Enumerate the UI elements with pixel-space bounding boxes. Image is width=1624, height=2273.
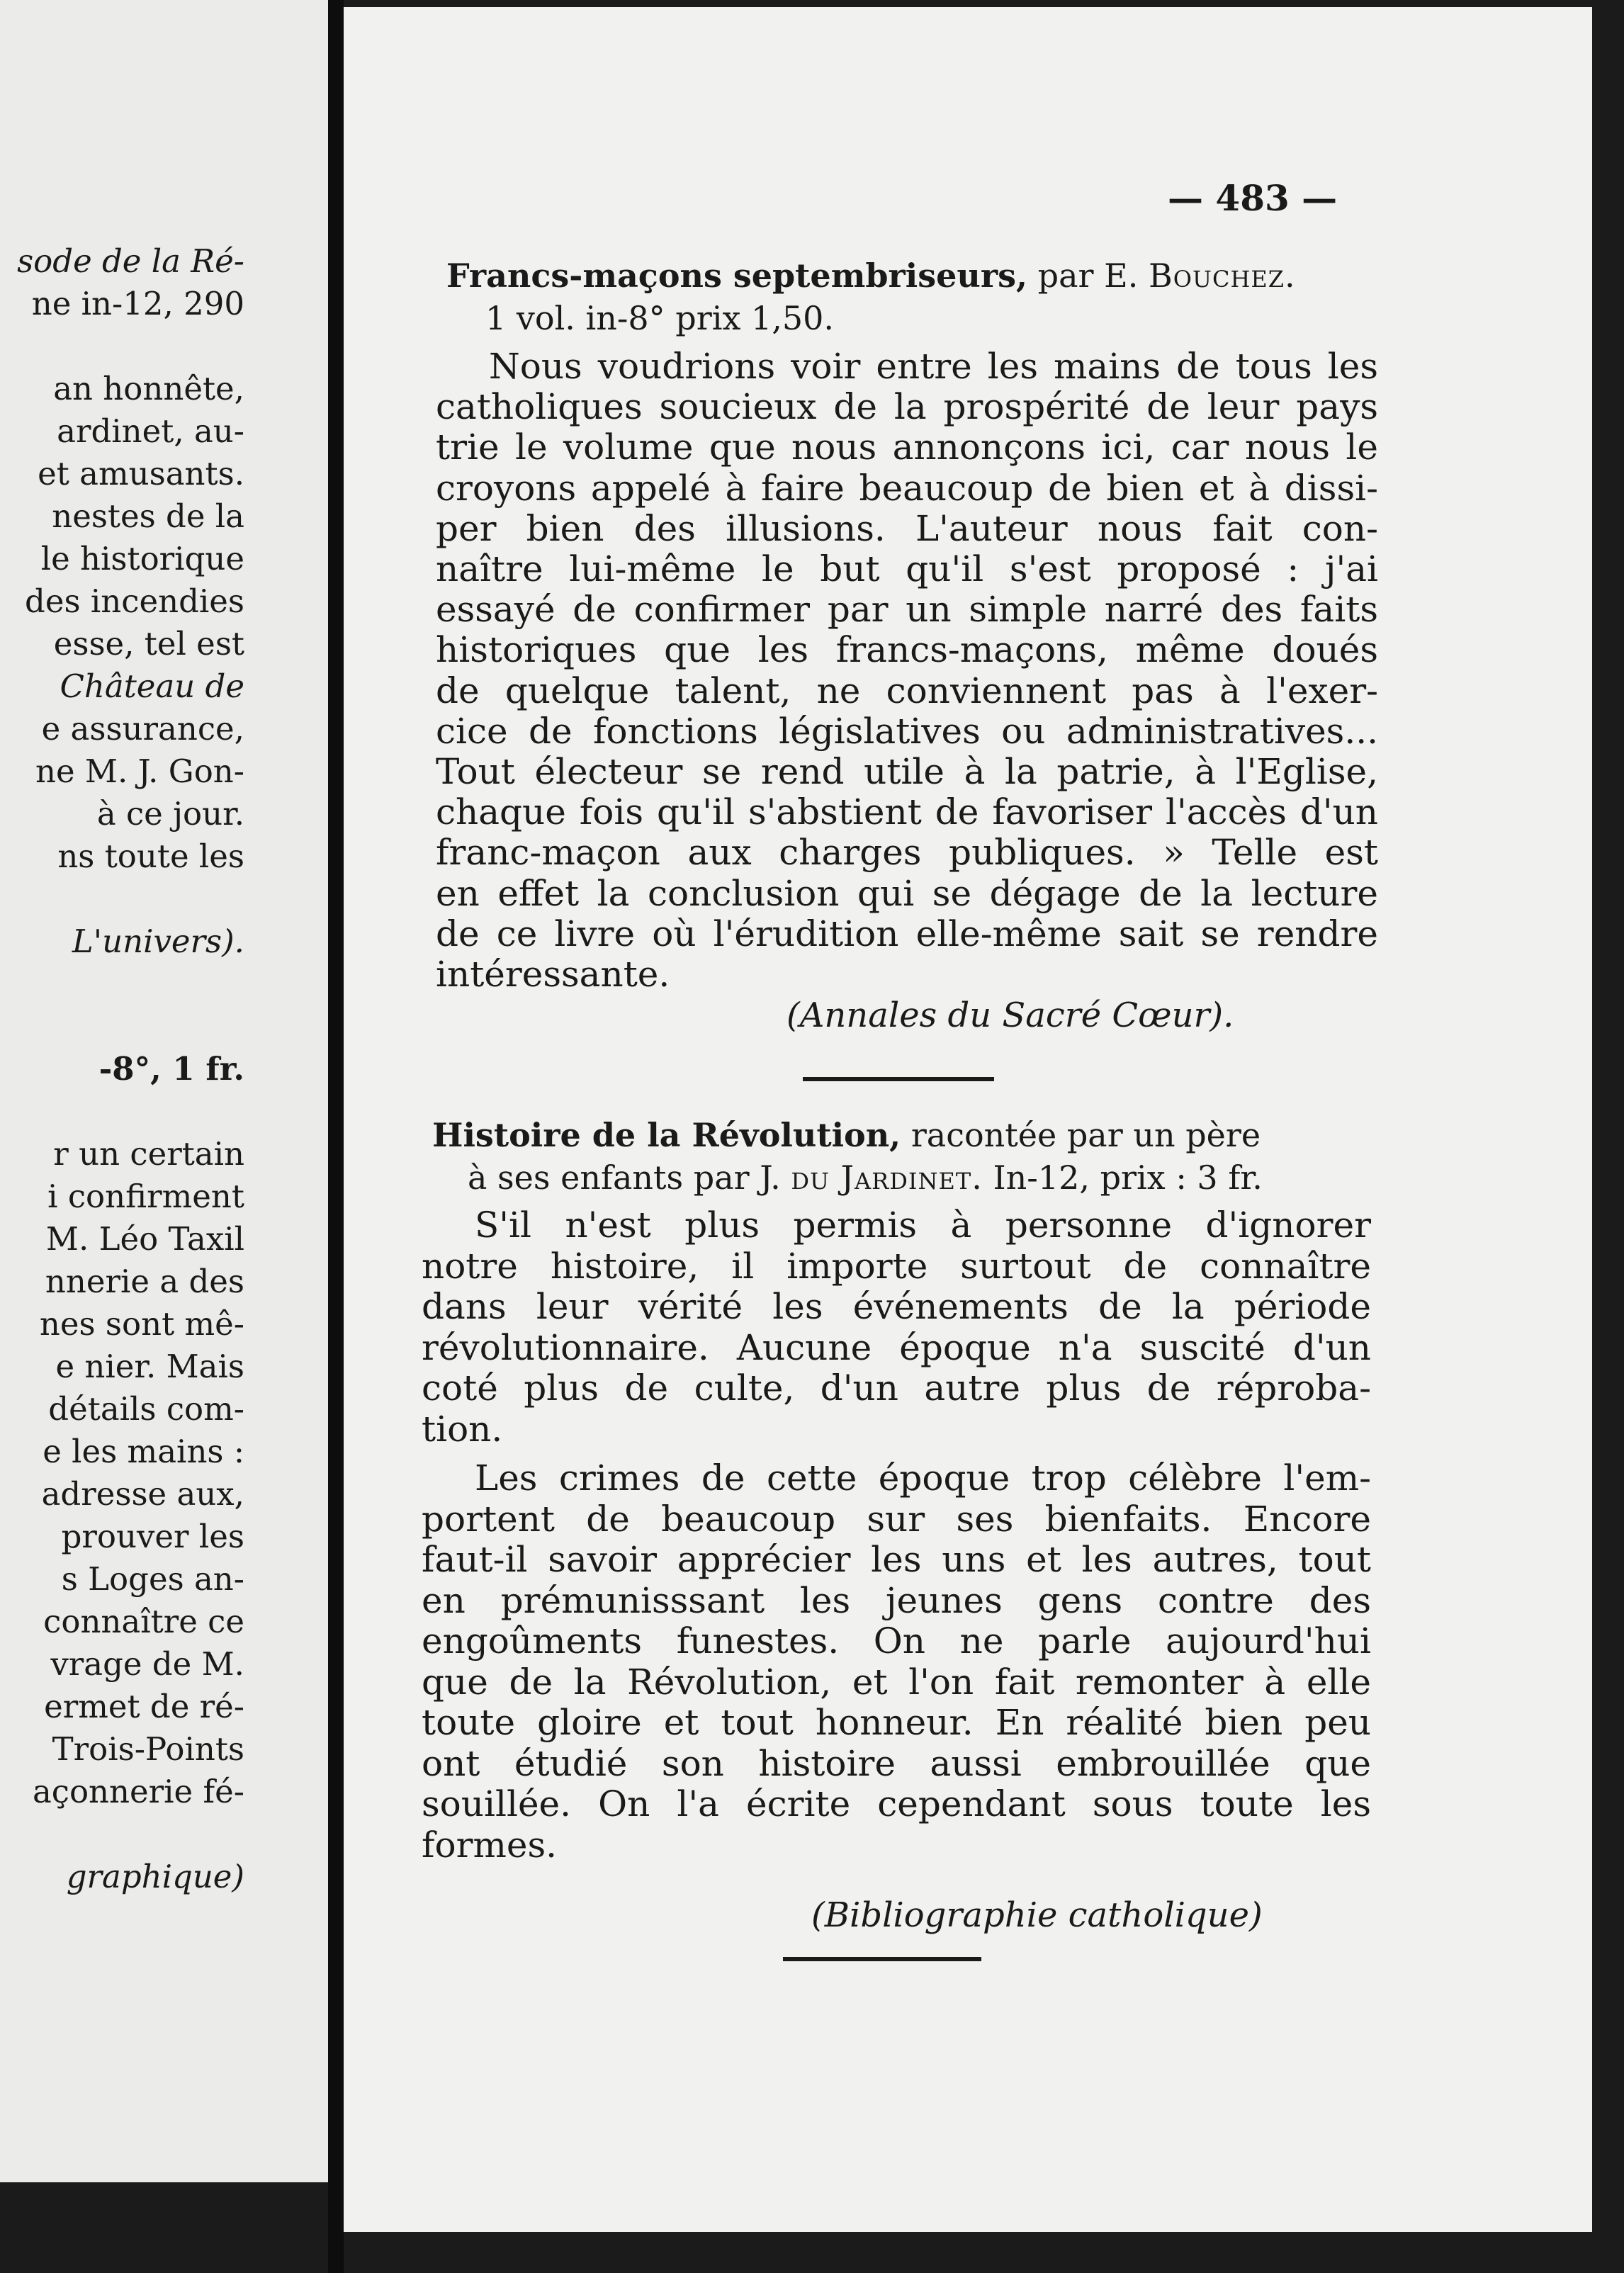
- body-text-line: chaque fois qu'il s'abstient de favoriser l'accès d'un: [436, 791, 1378, 833]
- left-page-line: ns toute les: [57, 837, 244, 875]
- left-page-line: nnerie a des: [45, 1263, 244, 1300]
- left-page-line: vrage de M.: [50, 1645, 244, 1683]
- body-text-line: de ce livre où l'érudition elle-même sait se rendre: [436, 913, 1378, 954]
- body-text-line: naître lui-même le but qu'il s'est proposé : j'ai: [436, 548, 1378, 590]
- entry-2-by: racontée par un père: [910, 1116, 1261, 1154]
- body-text-line: intéressante.: [436, 954, 670, 995]
- body-text-line: révolutionnaire. Aucune époque n'a suscité d'un: [422, 1326, 1371, 1368]
- page-number: — 483 —: [1168, 177, 1338, 219]
- left-page-line: nes sont mê-: [39, 1305, 244, 1343]
- left-page-line: des incendies: [25, 582, 244, 620]
- entry-1-source: (Annales du Sacré Cœur).: [786, 996, 1234, 1035]
- entry-1-author: Bouchez.: [1148, 256, 1296, 295]
- entry-2-details-line: [468, 1158, 1263, 1197]
- body-text-line: souillée. On l'a écrite cependant sous toute les: [422, 1783, 1371, 1824]
- entry-2-source: (Bibliographie catholique): [811, 1895, 1263, 1935]
- body-text-line: dans leur vérité les événements de la période: [422, 1286, 1371, 1327]
- entry-2-title: Histoire de la Révolution,: [432, 1116, 901, 1154]
- body-text-line: formes.: [422, 1824, 558, 1866]
- body-text-line: ont étudié son histoire aussi embrouillée que: [422, 1742, 1371, 1784]
- body-text-line: notre histoire, il importe surtout de connaître: [422, 1245, 1371, 1287]
- body-text-line: cice de fonctions législatives ou administratives...: [436, 710, 1378, 752]
- entry-2-title-line: [432, 1116, 1261, 1154]
- left-page-line: an honnête,: [53, 370, 244, 407]
- entry-2-details-prefix: à ses enfants par J.: [468, 1158, 781, 1197]
- left-page-line: adresse aux,: [41, 1475, 244, 1513]
- entry-1-title: Francs-maçons septembriseurs,: [446, 256, 1028, 295]
- left-page-line: e les mains :: [43, 1433, 244, 1470]
- left-page: [0, 0, 328, 2182]
- entry-1-by: par E.: [1037, 256, 1139, 295]
- left-page-line: connaître ce: [43, 1603, 244, 1640]
- left-page-line: e nier. Mais: [55, 1348, 244, 1385]
- left-page-line: sode de la Ré-: [17, 242, 244, 280]
- section-rule-1: [803, 1077, 994, 1081]
- body-text-line: Nous voudrions voir entre les mains de tous les: [489, 346, 1378, 387]
- left-page-line: -8°, 1 fr.: [98, 1050, 244, 1088]
- left-page-line: Trois-Points: [52, 1730, 244, 1768]
- left-page-line: M. Léo Taxil: [45, 1220, 244, 1258]
- body-text-line: franc-maçon aux charges publiques. » Telle est: [436, 832, 1378, 874]
- body-text-line: faut-il savoir apprécier les uns et les autres, tout: [422, 1539, 1371, 1580]
- entry-2-details: In-12, prix : 3 fr.: [993, 1158, 1263, 1197]
- body-text-line: essayé de confirmer par un simple narré des faits: [436, 589, 1378, 631]
- left-page-line: i confirment: [47, 1178, 244, 1215]
- body-text-line: per bien des illusions. L'auteur nous fait con-: [436, 507, 1378, 549]
- left-page-line: graphique): [66, 1858, 244, 1895]
- left-page-line: ardinet, au-: [57, 412, 244, 450]
- entry-1-title-line: [446, 256, 1296, 295]
- body-text-line: engoûments funestes. On ne parle aujourd'hui: [422, 1620, 1371, 1662]
- left-page-line: ne in-12, 290: [31, 285, 244, 322]
- left-page-line: esse, tel est: [53, 625, 244, 662]
- section-rule-2: [783, 1957, 981, 1961]
- left-page-line: à ce jour.: [96, 795, 244, 833]
- left-page-line: détails com-: [48, 1390, 244, 1428]
- body-text-line: en prémunisssant les jeunes gens contre des: [422, 1579, 1371, 1621]
- left-page-line: L'univers).: [72, 923, 244, 960]
- entry-1-details: 1 vol. in-8° prix 1,50.: [485, 299, 835, 337]
- left-page-line: r un certain: [53, 1135, 244, 1173]
- body-text-line: Tout électeur se rend utile à la patrie, à l'Eglise,: [436, 751, 1378, 792]
- body-text-line: S'il n'est plus permis à personne d'ignorer: [475, 1205, 1371, 1246]
- left-page-line: et amusants.: [38, 455, 244, 492]
- left-page-line: prouver les: [61, 1518, 244, 1555]
- body-text-line: trie le volume que nous annonçons ici, car nous le: [436, 427, 1378, 468]
- left-page-line: s Loges an-: [61, 1560, 244, 1598]
- left-page-line: ne M. J. Gon-: [35, 752, 244, 790]
- body-text-line: historiques que les francs-maçons, même doués: [436, 629, 1378, 671]
- left-page-line: le historique: [40, 540, 244, 577]
- body-text-line: coté plus de culte, d'un autre plus de réproba-: [422, 1367, 1371, 1409]
- body-text-line: que de la Révolution, et l'on fait remonter à elle: [422, 1661, 1371, 1703]
- body-text-line: portent de beaucoup sur ses bienfaits. Encore: [422, 1498, 1371, 1540]
- body-text-line: Les crimes de cette époque trop célèbre l'em-: [475, 1457, 1371, 1499]
- body-text-line: catholiques soucieux de la prospérité de leur pays: [436, 386, 1378, 428]
- body-text-line: croyons appelé à faire beaucoup de bien et à dissi-: [436, 467, 1378, 509]
- left-page-line: Château de: [60, 667, 244, 705]
- left-page-line: nestes de la: [52, 497, 244, 535]
- book-gutter: [328, 0, 344, 2273]
- left-page-line: ermet de ré-: [44, 1688, 244, 1725]
- left-page-line: açonnerie fé-: [32, 1773, 244, 1810]
- entry-2-author: du Jardinet.: [791, 1158, 983, 1197]
- body-text-line: toute gloire et tout honneur. En réalité bien peu: [422, 1702, 1371, 1743]
- right-page: [344, 7, 1592, 2232]
- body-text-line: de quelque talent, ne conviennent pas à l'exer-: [436, 670, 1378, 711]
- body-text-line: tion.: [422, 1408, 503, 1450]
- left-page-line: e assurance,: [41, 710, 244, 748]
- body-text-line: en effet la conclusion qui se dégage de la lecture: [436, 872, 1378, 914]
